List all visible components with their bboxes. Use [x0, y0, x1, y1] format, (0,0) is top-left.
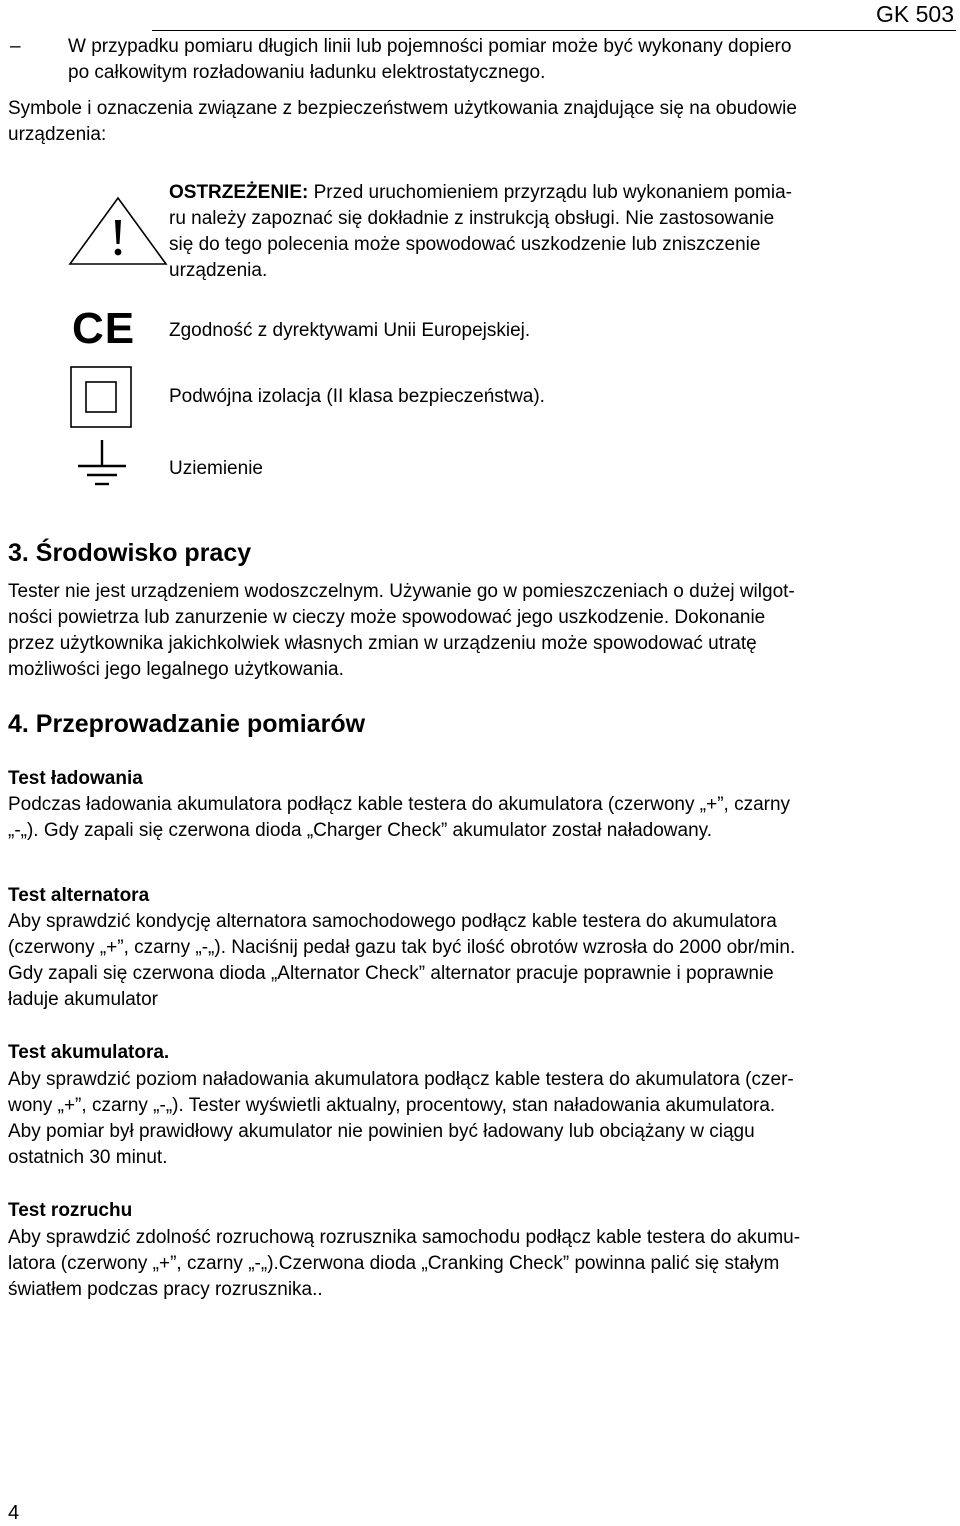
paragraph-line: wony „+”, czarny „-„). Tester wyświetli aktualny, procentowy, stan naładowania akumulatora.: [8, 1095, 776, 1116]
symbols-intro-line: urządzenia:: [8, 124, 107, 145]
paragraph-line: ostatnich 30 minut.: [8, 1147, 168, 1168]
paragraph-line: ładuje akumulator: [8, 989, 158, 1010]
paragraph-line: przez użytkownika jakichkolwiek własnych zmian w urządzeniu może spowodować utratę: [8, 633, 757, 654]
intro-line: W przypadku pomiaru długich linii lub pojemności pomiar może być wykonany dopiero: [68, 36, 792, 57]
header-rule: [152, 30, 956, 31]
intro-line: po całkowitym rozładowaniu ładunku elektrostatycznego.: [68, 62, 546, 83]
warning-line: urządzenia.: [169, 260, 268, 281]
charging-test-paragraph: [8, 792, 952, 844]
charging-test-title: Test ładowania: [8, 768, 143, 789]
warning-text: [169, 180, 915, 284]
intro-dash: –: [10, 36, 21, 57]
paragraph-line: ności powietrza lub zanurzenie w cieczy może spowodować jego uszkodzenie. Dokonanie: [8, 607, 766, 628]
paragraph-line: Aby sprawdzić zdolność rozruchową rozrusznika samochodu podłącz kable testera do akumu-: [8, 1227, 801, 1248]
warning-line: ru należy zapoznać się dokładnie z instrukcją obsługi. Nie zastosowanie: [169, 208, 775, 229]
battery-test-title: Test akumulatora.: [8, 1042, 170, 1063]
battery-test-paragraph: [8, 1067, 952, 1171]
ce-mark-icon: CE: [72, 304, 136, 353]
paragraph-line: latora (czerwony „+”, czarny „-„).Czerwona dioda „Cranking Check” powinna palić się stałym: [8, 1253, 780, 1274]
paragraph-line: Aby pomiar był prawidłowy akumulator nie powinien być ładowany lub obciążany w ciągu: [8, 1121, 755, 1142]
ce-text: Zgodność z dyrektywami Unii Europejskiej.: [169, 320, 531, 341]
symbols-intro-line: Symbole i oznaczenia związane z bezpieczeństwem użytkowania znajdujące się na obudowie: [8, 98, 797, 119]
double-insulation-text: Podwójna izolacja (II klasa bezpieczeństwa).: [169, 386, 545, 407]
ground-text: Uziemienie: [169, 458, 263, 479]
paragraph-line: możliwości jego legalnego użytkowania.: [8, 659, 344, 680]
cranking-test-paragraph: [8, 1225, 952, 1303]
alternator-test-title: Test alternatora: [8, 885, 150, 906]
warning-triangle-icon: [66, 194, 170, 268]
symbols-intro: [8, 96, 952, 148]
intro-paragraph: [68, 34, 952, 86]
ground-icon: [74, 438, 130, 490]
paragraph-line: Podczas ładowania akumulatora podłącz kable testera do akumulatora (czerwony „+”, czarny: [8, 794, 791, 815]
section-3-heading: 3. Środowisko pracy: [8, 539, 252, 567]
section-4-heading: 4. Przeprowadzanie pomiarów: [8, 710, 366, 738]
paragraph-line: (czerwony „+”, czarny „-„). Naciśnij pedał gazu tak być ilość obrotów wzrosła do 2000 obr/min.: [8, 937, 796, 958]
cranking-test-title: Test rozruchu: [8, 1200, 133, 1221]
warning-title: OSTRZEŻENIE:: [169, 182, 309, 203]
paragraph-line: Tester nie jest urządzeniem wodoszczelnym. Używanie go w pomieszczeniach o dużej wilgot-: [8, 581, 795, 602]
warning-line: Przed uruchomieniem przyrządu lub wykonaniem pomia-: [308, 182, 792, 203]
warning-line: się do tego polecenia może spowodować uszkodzenie lub zniszczenie: [169, 234, 761, 255]
paragraph-line: „-„). Gdy zapali się czerwona dioda „Charger Check” akumulator został naładowany.: [8, 820, 713, 841]
double-insulation-icon: [70, 366, 132, 428]
section-3-paragraph: [8, 579, 952, 683]
paragraph-line: Aby sprawdzić poziom naładowania akumulatora podłącz kable testera do akumulatora (czer-: [8, 1069, 794, 1090]
paragraph-line: światłem podczas pracy rozrusznika..: [8, 1279, 323, 1300]
alternator-test-paragraph: [8, 909, 952, 1013]
page-number: 4: [8, 1502, 20, 1524]
paragraph-line: Gdy zapali się czerwona dioda „Alternator Check” alternator pracuje poprawnie i poprawnie: [8, 963, 774, 984]
paragraph-line: Aby sprawdzić kondycję alternatora samochodowego podłącz kable testera do akumulatora: [8, 911, 777, 932]
document-code: GK 503: [876, 1, 954, 27]
